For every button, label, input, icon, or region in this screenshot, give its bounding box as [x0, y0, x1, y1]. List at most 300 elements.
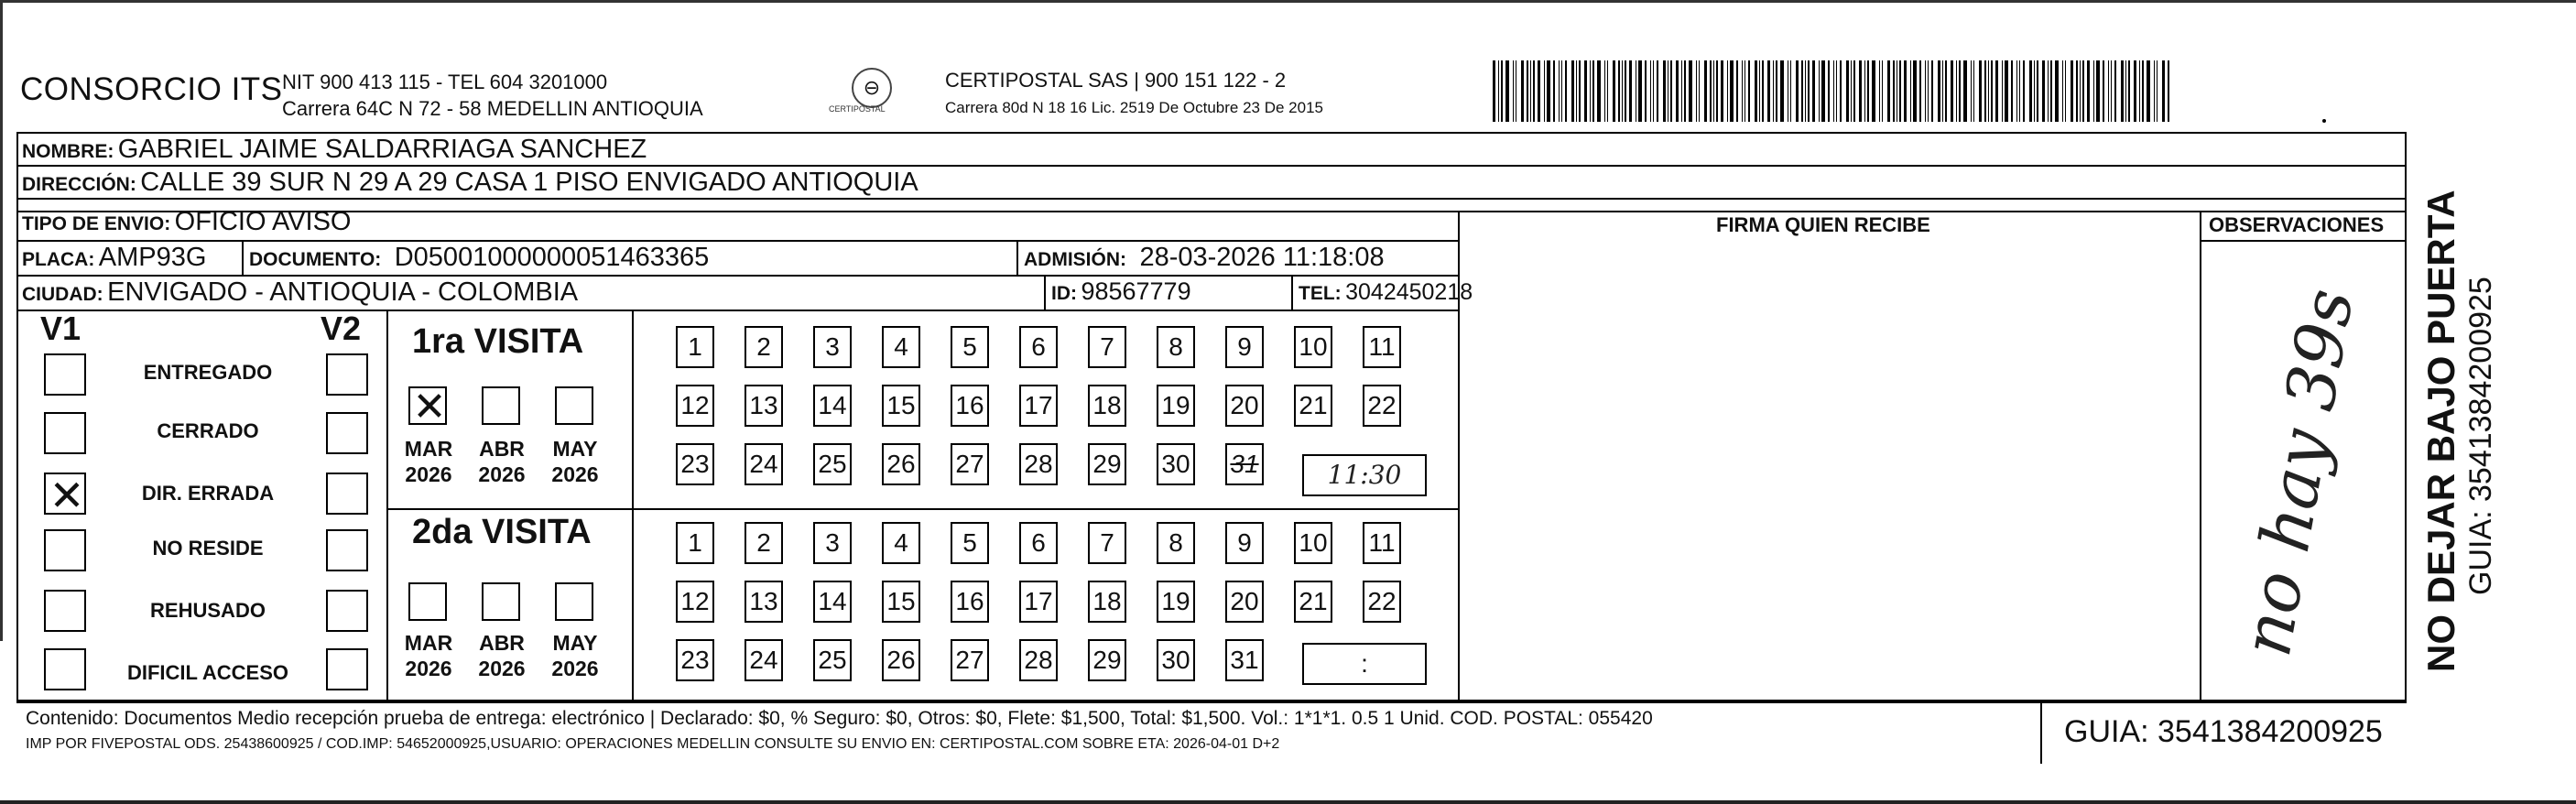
- placa-cell: [22, 243, 206, 273]
- barcode-bar: [1730, 60, 1734, 122]
- barcode: [1493, 60, 2179, 122]
- first-visit-day-1[interactable]: 1: [676, 326, 714, 368]
- barcode-bar: [1676, 60, 1679, 122]
- footer-contents: Contenido: Documentos Medio recepción prueba de entrega: electrónico | Declarado: $0, % Seguro: $0, Otros: $0, Flete: $1,500, Total: $1,500. Vol.: 1*1*1. 0.5 1 Unid. COD. POSTAL: 055420: [26, 708, 1653, 729]
- v1-dificil-acceso-checkbox[interactable]: [44, 648, 86, 690]
- barcode-bar: [1505, 60, 1509, 122]
- admision-label: ADMISIÓN:: [1024, 249, 1126, 270]
- first-visit-day-29[interactable]: 29: [1088, 443, 1126, 485]
- barcode-bar: [1812, 60, 1815, 122]
- id-value: 98567779: [1081, 277, 1191, 305]
- barcode-bar: [1689, 60, 1692, 122]
- second-visit-month-mar-checkbox[interactable]: [408, 582, 447, 621]
- x-mark-icon: ✕: [49, 472, 85, 519]
- rule: [1044, 275, 1046, 310]
- company-nit-line: NIT 900 413 115 - TEL 604 3201000: [282, 71, 608, 93]
- first-visit-day-10[interactable]: 10: [1294, 326, 1332, 368]
- barcode-bar: [1971, 60, 1972, 122]
- rule: [632, 310, 634, 701]
- first-visit-day-17[interactable]: 17: [1019, 385, 1058, 427]
- id-cell: [1051, 277, 1191, 306]
- footer-print-info: IMP POR FIVEPOSTAL ODS. 25438600925 / COD.IMP: 54652000925,USUARIO: OPERACIONES MEDELLIN CONSULTE SU ENVIO EN: CERTIPOSTAL.COM SOBRE ETA: 2026-04-01 D+2: [26, 736, 1280, 752]
- status-dir-errada: DIR. ERRADA: [141, 482, 275, 505]
- first-visit-day-23[interactable]: 23: [676, 443, 714, 485]
- barcode-bar: [1498, 60, 1499, 122]
- barcode-bar: [1576, 60, 1577, 122]
- barcode-bar: [1650, 60, 1651, 122]
- barcode-bar: [1727, 60, 1728, 122]
- rule: [2200, 211, 2201, 701]
- barcode-bar: [1893, 60, 1895, 122]
- barcode-bar: [1721, 60, 1723, 122]
- first-visit-day-19[interactable]: 19: [1157, 385, 1195, 427]
- placa-value: AMP93G: [98, 243, 207, 272]
- second-visit-day-25[interactable]: 25: [813, 639, 852, 681]
- barcode-bar: [1828, 60, 1830, 122]
- barcode-bar: [2071, 60, 2073, 122]
- barcode-bar: [1561, 60, 1562, 122]
- second-visit-day-20[interactable]: 20: [1225, 581, 1264, 623]
- logo-caption: CERTIPOSTAL: [829, 104, 886, 114]
- barcode-bar: [1625, 60, 1626, 122]
- rule: [16, 700, 2407, 701]
- barcode-bar: [1956, 60, 1957, 122]
- barcode-bar: [2142, 60, 2144, 122]
- second-visit-day-3[interactable]: 3: [813, 522, 852, 564]
- barcode-bar: [1867, 60, 1869, 122]
- barcode-bar: [1904, 60, 1907, 122]
- v2-label: V2: [321, 310, 362, 347]
- id-label: ID:: [1051, 283, 1077, 304]
- first-visit-day-9[interactable]: 9: [1225, 326, 1264, 368]
- barcode-bar: [2111, 60, 2112, 122]
- second-visit-day-22[interactable]: 22: [1363, 581, 1401, 623]
- second-visit-day-12[interactable]: 12: [676, 581, 714, 623]
- second-visit-day-1[interactable]: 1: [676, 522, 714, 564]
- barcode-bar: [2128, 60, 2130, 122]
- barcode-bar: [1991, 60, 1993, 122]
- rule: [16, 211, 2407, 212]
- barcode-bar: [1951, 60, 1953, 122]
- barcode-bar: [1801, 60, 1803, 122]
- first-visit-day-12[interactable]: 12: [676, 385, 714, 427]
- barcode-bar: [1533, 60, 1535, 122]
- barcode-bar: [1821, 60, 1825, 122]
- first-visit-day-7[interactable]: 7: [1088, 326, 1126, 368]
- tipo-envio-row: [22, 207, 351, 237]
- rule: [386, 508, 1460, 510]
- barcode-bar: [1938, 60, 1940, 122]
- barcode-bar: [1579, 60, 1581, 122]
- barcode-bar: [2050, 60, 2052, 122]
- page-top-border: [0, 0, 2576, 5]
- barcode-bar: [2157, 60, 2158, 122]
- v1-rehusado-checkbox[interactable]: [44, 590, 86, 632]
- ciudad-cell: [22, 277, 578, 308]
- barcode-bar: [1988, 60, 1989, 122]
- second-visit-title: 2da VISITA: [412, 513, 592, 551]
- second-visit-day-30[interactable]: 30: [1157, 639, 1195, 681]
- barcode-bar: [2011, 60, 2013, 122]
- tel-cell: [1299, 279, 1473, 306]
- nombre-value: GABRIEL JAIME SALDARRIAGA SANCHEZ: [117, 135, 647, 164]
- second-visit-month-may: MAY 2026: [551, 631, 599, 680]
- barcode-bar: [1613, 60, 1615, 122]
- v2-dificil-acceso-checkbox[interactable]: [326, 648, 368, 690]
- second-visit-day-9[interactable]: 9: [1225, 522, 1264, 564]
- rule: [16, 198, 2407, 200]
- barcode-bar: [2096, 60, 2100, 122]
- barcode-bar: [1963, 60, 1967, 122]
- documento-value: D05001000000051463365: [394, 243, 710, 272]
- v1-entregado-checkbox[interactable]: [44, 353, 86, 396]
- barcode-bar: [1530, 60, 1531, 122]
- barcode-bar: [1493, 60, 1495, 122]
- barcode-bar: [1864, 60, 1865, 122]
- first-visit-day-30[interactable]: 30: [1157, 443, 1195, 485]
- side-guia: GUIA: 3541384200925: [2463, 277, 2498, 595]
- barcode-bar: [2108, 60, 2109, 122]
- barcode-bar: [1913, 60, 1917, 122]
- first-visit-day-21[interactable]: 21: [1294, 385, 1332, 427]
- first-visit-time-field[interactable]: [1302, 454, 1427, 496]
- second-visit-month-abr: ABR 2026: [478, 631, 526, 680]
- second-visit-day-10[interactable]: 10: [1294, 522, 1332, 564]
- tel-value: 3042450218: [1345, 279, 1473, 305]
- first-visit-day-18[interactable]: 18: [1088, 385, 1126, 427]
- rule: [2201, 240, 2407, 242]
- barcode-bar: [1805, 60, 1806, 122]
- barcode-bar: [2005, 60, 2008, 122]
- tipo-envio-value: OFICIO AVISO: [174, 207, 352, 236]
- barcode-bar: [2114, 60, 2116, 122]
- barcode-bar: [2125, 60, 2126, 122]
- direccion-label: DIRECCIÓN:: [22, 174, 136, 195]
- firma-header: FIRMA QUIEN RECIBE: [1716, 213, 1930, 236]
- barcode-bar: [2042, 60, 2045, 122]
- second-visit-day-17[interactable]: 17: [1019, 581, 1058, 623]
- barcode-bar: [1653, 60, 1654, 122]
- v2-no-reside-checkbox[interactable]: [326, 529, 368, 571]
- barcode-bar: [1931, 60, 1933, 122]
- second-visit-month-abr-checkbox[interactable]: [482, 582, 520, 621]
- second-visit-day-2[interactable]: 2: [745, 522, 783, 564]
- second-visit-day-7[interactable]: 7: [1088, 522, 1126, 564]
- barcode-bar: [1928, 60, 1929, 122]
- barcode-bar: [1696, 60, 1697, 122]
- barcode-bar: [2154, 60, 2155, 122]
- nombre-label: NOMBRE:: [22, 141, 114, 162]
- barcode-bar: [2134, 60, 2136, 122]
- barcode-bar: [2087, 60, 2090, 122]
- barcode-bar: [1776, 60, 1777, 122]
- first-visit-day-8[interactable]: 8: [1157, 326, 1195, 368]
- tel-label: TEL:: [1299, 283, 1342, 304]
- v2-entregado-checkbox[interactable]: [326, 353, 368, 396]
- v1-dir-errada-checkbox[interactable]: [44, 472, 86, 519]
- barcode-bar: [1887, 60, 1890, 122]
- first-visit-day-24[interactable]: 24: [745, 443, 783, 485]
- second-visit-day-28[interactable]: 28: [1019, 639, 1058, 681]
- v1-cerrado-checkbox[interactable]: [44, 412, 86, 454]
- second-visit-day-23[interactable]: 23: [676, 639, 714, 681]
- barcode-bar: [1833, 60, 1834, 122]
- first-visit-month-mar-checkbox[interactable]: [408, 385, 447, 429]
- second-visit-time: :: [1361, 649, 1368, 678]
- rule: [16, 165, 2407, 167]
- barcode-bar: [1716, 60, 1718, 122]
- direccion-row: [22, 168, 918, 198]
- footer-guia: GUIA: 3541384200925: [2064, 714, 2383, 749]
- tipo-envio-label: TIPO DE ENVIO:: [22, 213, 171, 234]
- documento-cell: [249, 243, 709, 273]
- barcode-bar: [2080, 60, 2081, 122]
- barcode-bar: [1762, 60, 1764, 122]
- status-cerrado: CERRADO: [157, 419, 259, 442]
- barcode-bar: [1699, 60, 1700, 122]
- first-visit-title: 1ra VISITA: [412, 322, 584, 361]
- barcode-bar: [1767, 60, 1770, 122]
- placa-label: PLACA:: [22, 249, 95, 270]
- rule: [1291, 275, 1293, 310]
- barcode-bar: [1899, 60, 1901, 122]
- rule: [2040, 700, 2042, 764]
- barcode-bar: [1670, 60, 1672, 122]
- certipostal-logo-icon: ⊖: [852, 68, 892, 108]
- second-visit-day-26[interactable]: 26: [882, 639, 920, 681]
- barcode-bar: [2016, 60, 2017, 122]
- barcode-bar: [2082, 60, 2084, 122]
- first-visit-day-20[interactable]: 20: [1225, 385, 1264, 427]
- first-visit-month-mar: MAR 2026: [404, 437, 453, 486]
- barcode-bar: [1973, 60, 1974, 122]
- barcode-bar: [1748, 60, 1750, 122]
- barcode-bar: [1979, 60, 1982, 122]
- v2-dir-errada-checkbox[interactable]: [326, 473, 368, 515]
- barcode-bar: [1710, 60, 1712, 122]
- first-visit-day-5[interactable]: 5: [951, 326, 989, 368]
- first-visit-day-2[interactable]: 2: [745, 326, 783, 368]
- delivery-form: [16, 132, 2407, 703]
- barcode-bar: [1819, 60, 1820, 122]
- barcode-bar: [1604, 60, 1605, 122]
- barcode-bar: [1808, 60, 1810, 122]
- first-visit-day-31[interactable]: 31: [1225, 443, 1264, 485]
- rule: [16, 310, 1460, 311]
- first-visit-day-4[interactable]: 4: [882, 326, 920, 368]
- first-visit-month-may: MAY 2026: [551, 437, 599, 486]
- second-visit-day-31[interactable]: 31: [1225, 639, 1264, 681]
- second-visit-day-18[interactable]: 18: [1088, 581, 1126, 623]
- barcode-bar: [2037, 60, 2038, 122]
- second-visit-day-21[interactable]: 21: [1294, 581, 1332, 623]
- nombre-row: [22, 135, 647, 165]
- second-visit-day-13[interactable]: 13: [745, 581, 783, 623]
- barcode-bar: [1521, 60, 1524, 122]
- barcode-bar: [1657, 60, 1658, 122]
- second-visit-day-5[interactable]: 5: [951, 522, 989, 564]
- barcode-bar: [2093, 60, 2094, 122]
- v1-label: V1: [40, 310, 82, 347]
- barcode-bar: [1872, 60, 1875, 122]
- barcode-bar: [1681, 60, 1682, 122]
- barcode-bar: [1584, 60, 1587, 122]
- first-visit-day-13[interactable]: 13: [745, 385, 783, 427]
- barcode-bar: [1959, 60, 1961, 122]
- company-name: CONSORCIO ITS: [20, 71, 283, 107]
- barcode-bar: [1638, 60, 1642, 122]
- admision-cell: [1024, 243, 1385, 273]
- first-visit-day-22[interactable]: 22: [1363, 385, 1401, 427]
- barcode-bar: [2168, 60, 2169, 122]
- barcode-bar: [1925, 60, 1926, 122]
- barcode-bar: [1742, 60, 1743, 122]
- second-visit-day-19[interactable]: 19: [1157, 581, 1195, 623]
- observaciones-header: OBSERVACIONES: [2209, 213, 2385, 236]
- first-visit-day-25[interactable]: 25: [813, 443, 852, 485]
- barcode-bar: [1527, 60, 1528, 122]
- first-visit-day-6[interactable]: 6: [1019, 326, 1058, 368]
- documento-label: DOCUMENTO:: [249, 249, 382, 270]
- x-mark-icon: ✕: [412, 385, 447, 429]
- status-entregado: ENTREGADO: [143, 361, 273, 384]
- barcode-bar: [1622, 60, 1623, 122]
- barcode-bar: [1879, 60, 1880, 122]
- second-visit-day-4[interactable]: 4: [882, 522, 920, 564]
- barcode-bar: [1544, 60, 1545, 122]
- barcode-bar: [1597, 60, 1601, 122]
- company-address-line: Carrera 64C N 72 - 58 MEDELLIN ANTIOQUIA: [282, 97, 703, 120]
- barcode-bar: [1919, 60, 1921, 122]
- barcode-bar: [1559, 60, 1560, 122]
- barcode-bar: [1684, 60, 1686, 122]
- barcode-bar: [1796, 60, 1799, 122]
- first-visit-day-28[interactable]: 28: [1019, 443, 1058, 485]
- barcode-bar: [1773, 60, 1774, 122]
- second-visit-day-16[interactable]: 16: [951, 581, 989, 623]
- rule: [16, 240, 1460, 242]
- second-visit-time-field[interactable]: [1302, 643, 1427, 685]
- barcode-bar: [2162, 60, 2165, 122]
- barcode-bar: [1836, 60, 1837, 122]
- barcode-bar: [2029, 60, 2032, 122]
- first-visit-day-15[interactable]: 15: [882, 385, 920, 427]
- certipostal-line-1: CERTIPOSTAL SAS | 900 151 122 - 2: [945, 69, 1287, 92]
- barcode-bar: [1629, 60, 1632, 122]
- second-visit-day-15[interactable]: 15: [882, 581, 920, 623]
- first-visit-month-abr: ABR 2026: [478, 437, 526, 486]
- barcode-bar: [1513, 60, 1514, 122]
- certipostal-line-2: Carrera 80d N 18 16 Lic. 2519 De Octubre 23 De 2015: [945, 99, 1323, 116]
- admision-value: 28-03-2026 11:18:08: [1139, 243, 1385, 272]
- second-visit-day-29[interactable]: 29: [1088, 639, 1126, 681]
- status-dificil-acceso: DIFICIL ACCESO: [126, 661, 288, 684]
- barcode-bar: [2065, 60, 2066, 122]
- dot-mark: [2322, 119, 2326, 123]
- barcode-bar: [2062, 60, 2063, 122]
- first-visit-day-11[interactable]: 11: [1363, 326, 1401, 368]
- barcode-bar: [1592, 60, 1594, 122]
- barcode-bar: [1853, 60, 1855, 122]
- barcode-bar: [1945, 60, 1947, 122]
- barcode-bar: [2147, 60, 2150, 122]
- barcode-bar: [2023, 60, 2025, 122]
- second-visit-day-11[interactable]: 11: [1363, 522, 1401, 564]
- barcode-bar: [1663, 60, 1666, 122]
- barcode-bar: [1704, 60, 1707, 122]
- barcode-bar: [1910, 60, 1911, 122]
- barcode-bar: [1840, 60, 1842, 122]
- barcode-bar: [1942, 60, 1943, 122]
- v2-cerrado-checkbox[interactable]: [326, 412, 368, 454]
- side-no-dejar-bajo-puerta: NO DEJAR BAJO PUERTA: [2419, 190, 2462, 672]
- second-visit-day-24[interactable]: 24: [745, 639, 783, 681]
- barcode-bar: [2002, 60, 2003, 122]
- first-visit-day-14[interactable]: 14: [813, 385, 852, 427]
- first-visit-time: 11:30: [1327, 460, 1402, 490]
- barcode-bar: [2055, 60, 2059, 122]
- second-visit-month-may-checkbox[interactable]: [555, 582, 593, 621]
- barcode-bar: [1780, 60, 1784, 122]
- barcode-bar: [1547, 60, 1550, 122]
- first-visit-day-26[interactable]: 26: [882, 443, 920, 485]
- second-visit-day-14[interactable]: 14: [813, 581, 852, 623]
- v2-rehusado-checkbox[interactable]: [326, 590, 368, 632]
- ciudad-label: CIUDAD:: [22, 284, 103, 305]
- first-visit-month-may-checkbox[interactable]: [555, 386, 593, 425]
- barcode-bar: [2019, 60, 2020, 122]
- company-contact: [282, 69, 703, 122]
- first-visit-day-3[interactable]: 3: [813, 326, 852, 368]
- barcode-bar: [1538, 60, 1540, 122]
- second-visit-day-27[interactable]: 27: [951, 639, 989, 681]
- barcode-bar: [1736, 60, 1738, 122]
- barcode-bar: [1501, 60, 1503, 122]
- second-visit-month-mar: MAR 2026: [404, 631, 453, 680]
- barcode-bar: [1995, 60, 1998, 122]
- barcode-bar: [1984, 60, 1986, 122]
- v1-no-reside-checkbox[interactable]: [44, 529, 86, 571]
- rule: [16, 275, 1460, 277]
- barcode-bar: [1571, 60, 1574, 122]
- status-no-reside: NO RESIDE: [152, 537, 264, 560]
- barcode-bar: [2076, 60, 2078, 122]
- rule: [1016, 240, 1018, 275]
- first-visit-day-16[interactable]: 16: [951, 385, 989, 427]
- observation-handwriting: no hay 39s: [2227, 283, 2370, 662]
- rule: [386, 310, 388, 701]
- barcode-bar: [1882, 60, 1883, 122]
- barcode-bar: [1846, 60, 1849, 122]
- second-visit-day-6[interactable]: 6: [1019, 522, 1058, 564]
- barcode-bar: [2048, 60, 2049, 122]
- barcode-bar: [1790, 60, 1791, 122]
- ciudad-value: ENVIGADO - ANTIOQUIA - COLOMBIA: [107, 277, 579, 307]
- barcode-bar: [1590, 60, 1591, 122]
- barcode-bar: [1859, 60, 1862, 122]
- direccion-value: CALLE 39 SUR N 29 A 29 CASA 1 PISO ENVIGADO ANTIOQUIA: [140, 168, 918, 197]
- status-rehusado: REHUSADO: [150, 599, 266, 622]
- barcode-bar: [1553, 60, 1555, 122]
- first-visit-day-27[interactable]: 27: [951, 443, 989, 485]
- page-bottom-border: [0, 800, 2576, 804]
- second-visit-day-8[interactable]: 8: [1157, 522, 1195, 564]
- barcode-bar: [2139, 60, 2140, 122]
- barcode-bar: [1645, 60, 1647, 122]
- barcode-bar: [1755, 60, 1757, 122]
- first-visit-month-abr-checkbox[interactable]: [482, 386, 520, 425]
- barcode-bar: [2121, 60, 2124, 122]
